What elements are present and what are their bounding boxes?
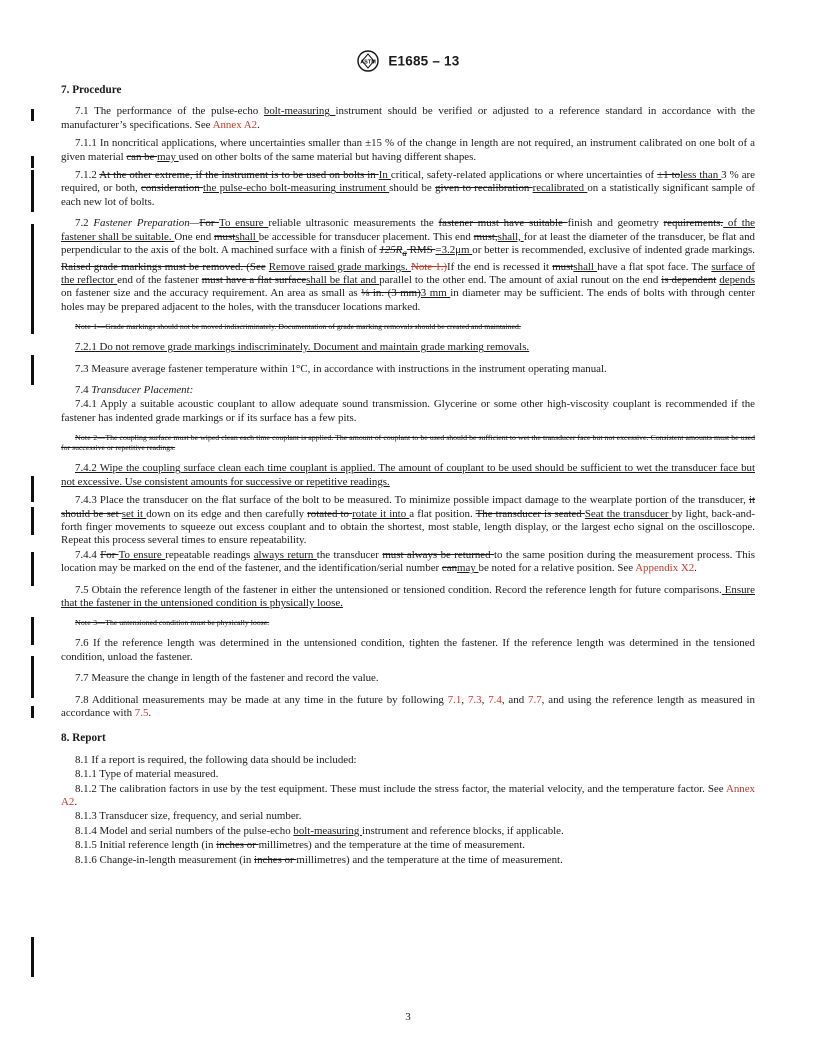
revision-bar (31, 156, 34, 168)
paragraph-8-1-2: 8.1.2 The calibration factors in use by the test equipment. These must include the stress factor, the material velocity, and the temperature factor. See Annex A2. (61, 782, 755, 809)
document-id: E1685 – 13 (388, 53, 460, 69)
revision-bar (31, 937, 34, 977)
appendix-x2-link[interactable]: Appendix X2 (635, 562, 695, 575)
paragraph-7-2: 7.2 Fastener Preparation—For To ensure reliable ultrasonic measurements the fastener must have suitable finish and geometry requirements. of the fastener shall be suitable. One end mustshall be accessible for transducer placement. This end must,shall, for at least the diameter of the transducer, be flat and perpendicular to the axis of the bolt. A machined surface with a finish of $125R_a$ RMS =3.2μm or better is recommended, exclusive of indented grade markings. Raised grade markings must be removed. (See Remove raised grade markings. Note 1.)If the end is recessed it mustshall have a flat spot face. The surface of the reflector end of the fastener must have a flat surfaceshall be flat and parallel to the other end. The amount of axial runout on the end is dependent depends on fastener size and the accuracy requirement. An area as small as ⅛ in. (3 mm)3 mm in diameter may be sufficient. The ends of bolts with through center holes may be prepared adjacent to the holes, with the transducer locations marked. (61, 217, 756, 313)
paragraph-7-1: 7.1 The performance of the pulse-echo bolt-measuring instrument should be verified or adjusted to a reference standard in accordance with the manufacturer’s specifications. See Annex A2. (61, 105, 755, 131)
revision-bar (31, 224, 34, 334)
paragraph-7-4-2: 7.4.2 Wipe the coupling surface clean each time couplant is applied. The amount of couplant to be used should be sufficient to wet the transducer face but not excessive. Use consistent amounts for successive or repetitive readings. (61, 462, 755, 488)
section-heading: 8. Report (61, 732, 106, 745)
deleted-note-1: Note 1—Grade markings should not be moved indiscriminately. Documentation of grade marking removals should be created and maintained. (75, 322, 521, 332)
paragraph-8-1-4: 8.1.4 Model and serial numbers of the pulse-echo bolt-measuring instrument and reference blocks, if applicable. (75, 824, 564, 837)
section-heading: 7. Procedure (61, 84, 122, 96)
deleted-note-3: Note 3—The untensioned condition must be physically loose. (75, 618, 270, 628)
paragraph-8-1-5: 8.1.5 Initial reference length (in inches or millimetres) and the temperature at the time of measurement. (75, 839, 525, 852)
astm-logo-text: ASTM (359, 59, 376, 66)
paragraph-8-1: 8.1 If a report is required, the following data should be included: (75, 753, 357, 766)
paragraph-7-5: 7.5 Obtain the reference length of the fastener in either the untensioned or tensioned condition. Record the reference length for future comparisons. Ensure that the fastener in the untensioned condition is physically loose. (61, 583, 755, 609)
revision-bar (31, 355, 34, 385)
annex-a2-link[interactable]: Annex A2 (61, 782, 755, 809)
section-7-1-link[interactable]: 7.1 (447, 693, 462, 706)
paragraph-8-1-3: 8.1.3 Transducer size, frequency, and serial number. (75, 810, 302, 823)
revision-bar (31, 617, 34, 645)
section-7-7-link[interactable]: 7.7 (528, 693, 542, 706)
paragraph-7-6: 7.6 If the reference length was determined in the untensioned condition, tighten the fastener. If the reference length was determined in the tensioned condition, unload the fastener. (61, 637, 755, 663)
page-number: 3 (405, 1011, 411, 1023)
section-7-3-link[interactable]: 7.3 (467, 693, 482, 706)
paragraph-7-7: 7.7 Measure the change in length of the fastener and record the value. (75, 672, 379, 685)
paragraph-7-3: 7.3 Measure average fastener temperature within 1°C, in accordance with instructions in the instrument operating manual. (75, 362, 607, 375)
deleted-note-2: Note 2—The coupling surface must be wiped clean each time couplant is applied. The amount of couplant to be used should be sufficient to wet the transducer face but not excessive. Consistent amounts must be used for successive or repetitive readings. (61, 433, 755, 453)
page-header (0, 50, 816, 72)
paragraph-7-1-2: 7.1.2 At the other extreme, if the instrument is to be used on bolts in In critical, safety-related applications or where uncertainties of ±1 toless than 3 % are required, or both, consideration the pulse-echo bolt-measuring instrument should be given to recalibration recalibrated on a statistically significant sample of each new lot of bolts. (61, 169, 756, 208)
paragraph-7-2-1: 7.2.1 Do not remove grade markings indiscriminately. Document and maintain grade marking removals. (75, 341, 530, 354)
paragraph-7-4-1: 7.4.1 Apply a suitable acoustic couplant to allow adequate sound transmission. Glycerine or some other high-viscosity couplant is recommended if the fastener has indented grade markings or if its surface has a few pits. (61, 398, 755, 424)
paragraph-8-1-6: 8.1.6 Change-in-length measurement (in inches or millimetres) and the temperature at the time of measurement. (75, 853, 563, 866)
document-body (61, 84, 755, 868)
revision-bar (31, 170, 34, 212)
astm-logo-icon (357, 50, 379, 72)
paragraph-7-4-4: 7.4.4 For To ensure repeatable readings always return the transducer must always be returned to the same position during the measurement process. This location may be marked on the end of the fastener, and the identification/serial number canmay be noted for a relative position. See Appendix X2. (61, 548, 755, 575)
revision-bar (31, 476, 34, 502)
revision-bar (31, 109, 34, 121)
note-1-link[interactable]: Note 1.) (410, 260, 448, 273)
revision-bar (31, 507, 34, 535)
paragraph-7-4-3: 7.4.3 Place the transducer on the flat surface of the bolt to be measured. To minimize possible impact damage to the wearplate portion of the transducer, it should be set set it down on its edge and then carefully rotated to rotate it into a flat position. The transducer is seated Seat the transducer by light, back-and-forth finger movements to squeeze out excess couplant and to obtain the shortest, most stable, length display, or the largest echo signal on the oscilloscope. Repeat this process several times to ensure repeatability. (61, 494, 756, 547)
paragraph-7-4: 7.4 Transducer Placement: (75, 384, 194, 397)
revision-bar (31, 706, 34, 718)
revision-bar (31, 656, 34, 698)
section-7-5-link[interactable]: 7.5 (134, 706, 149, 719)
annex-a2-link[interactable]: Annex A2 (212, 118, 258, 131)
paragraph-7-1-1: 7.1.1 In noncritical applications, where uncertainties smaller than ±15 % of the change in length are not required, an instrument calibrated on one bolt of a given material can be may used on other bolts of the same material but having different shapes. (61, 137, 755, 163)
paragraph-8-1-1: 8.1.1 Type of material measured. (75, 768, 219, 781)
paragraph-7-8: 7.8 Additional measurements may be made at any time in the future by following 7.1, 7.3, 7.4, and 7.7, and using the reference length as measured in accordance with 7.5. (61, 693, 755, 719)
revision-bar (31, 552, 34, 586)
section-7-4-link[interactable]: 7.4 (488, 693, 502, 706)
